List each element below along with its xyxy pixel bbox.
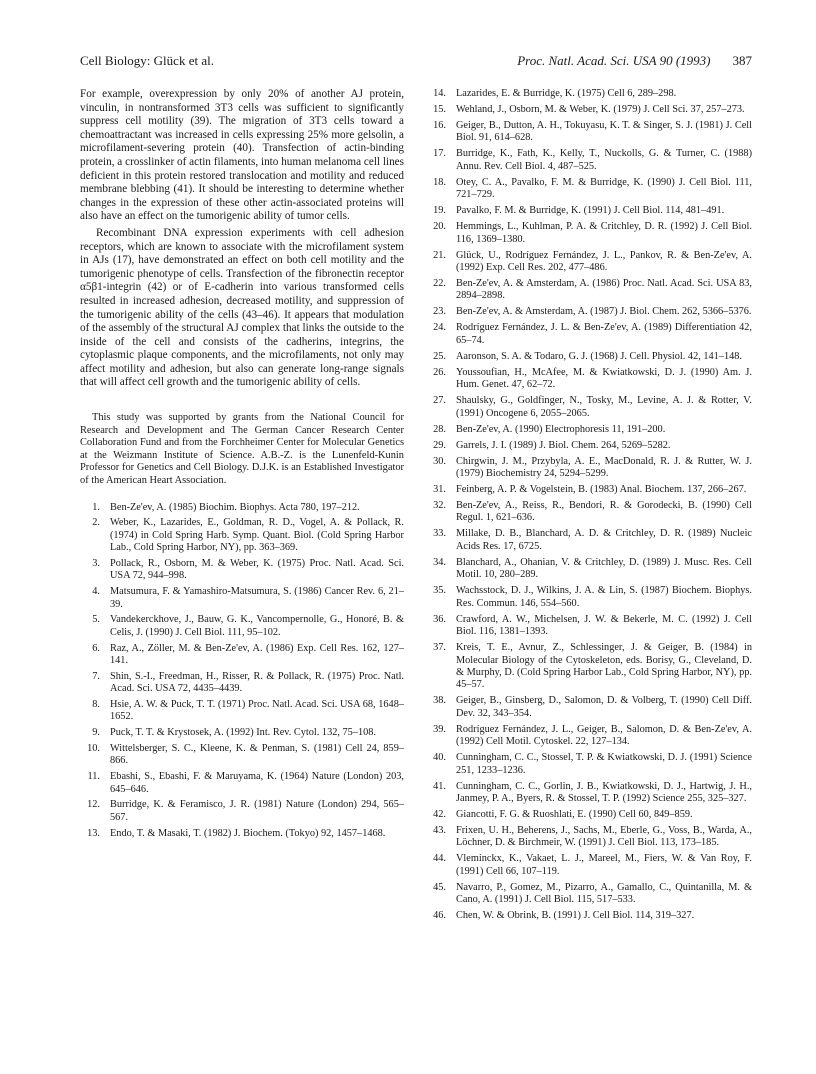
reference-number: 5.	[92, 614, 100, 626]
reference-text: Navarro, P., Gomez, M., Pizarro, A., Gamallo, C., Quintanilla, M. & Cano, A. (1991) J. Cell Biol. 115, 517–533.	[456, 881, 752, 906]
body-paragraph: Recombinant DNA expression experiments with cell adhesion receptors, which are known to associate with the microfilament system in AJs (17), have demonstrated an effect on both cell motility and the tumorigenic phenotype of cells. Transfection of the fibronectin receptor α5β1-integrin (42) or of E-cadherin into various transformed cells resulted in increased adhesion, decreased motility, and suppression of the tumorigenic ability of the cells (43–46). It appears that modulation of the assembly of the structural AJ complex that links the outside to the inside of the cell and consists of the cadherins, integrins, the cytoplasmic plaque components, and the microfilaments, not only may affect motility and adhesion, but also can generate long-range signals that will affect cell growth and the tumorigenic ability of cells.	[80, 226, 404, 389]
reference-text: Otey, C. A., Pavalko, F. M. & Burridge, K. (1990) J. Cell Biol. 111, 721–729.	[456, 176, 752, 201]
reference-number: 30.	[433, 455, 446, 467]
reference-item	[80, 586, 404, 611]
reference-item	[426, 853, 752, 878]
reference-text: Millake, D. B., Blanchard, A. D. & Critchley, D. R. (1989) Nucleic Acids Res. 17, 6725.	[456, 528, 752, 552]
reference-text: Wachsstock, D. J., Wilkins, J. A. & Lin, S. (1987) Biochem. Biophys. Res. Commun. 146, 554–560.	[456, 585, 752, 609]
reference-number: 10.	[87, 743, 100, 755]
reference-number: 40.	[433, 752, 446, 764]
reference-item	[426, 120, 752, 145]
reference-item	[80, 558, 404, 583]
reference-item	[426, 642, 752, 692]
page-number: 387	[732, 53, 752, 68]
reference-text: Lazarides, E. & Burridge, K. (1975) Cell 6, 289–298.	[456, 88, 677, 99]
acknowledgment: This study was supported by grants from the National Council for Research and Development and The German Cancer Research Center Collaboration Fund and from the Forchheimer Center for Molecular Genetics at the Weizmann Institute of Science. A.B.-Z. is the Lunenfeld-Kunin Professor for Genetics and Cell Biology. D.J.K. is an Established Investigator of the American Heart Association.	[80, 412, 404, 487]
reference-number: 42.	[433, 808, 446, 820]
reference-number: 36.	[433, 613, 446, 625]
reference-number: 15.	[433, 104, 446, 115]
reference-item	[80, 517, 404, 554]
running-title: Cell Biology: Glück et al.	[80, 53, 214, 68]
reference-item	[426, 322, 752, 347]
reference-number: 23.	[433, 306, 446, 318]
reference-item	[426, 585, 752, 610]
reference-text: Chirgwin, J. M., Przybyla, A. E., MacDonald, R. J. & Rutter, W. J. (1979) Biochemistry 24, 5294–5299.	[456, 455, 752, 480]
reference-text: Glück, U., Rodríguez Fernández, J. L., Pankov, R. & Ben-Ze'ev, A. (1992) Exp. Cell Res. 202, 477–486.	[456, 249, 752, 274]
reference-text: Cunningham, C. C., Gorlin, J. B., Kwiatkowski, D. J., Hartwig, J. H., Janmey, P. A., Byers, R. & Stossel, T. P. (1992) Science 255, 325–327.	[456, 780, 752, 804]
reference-text: Shin, S.-I., Freedman, H., Risser, R. & Pollack, R. (1975) Proc. Natl. Acad. Sci. USA 72, 4435–4439.	[110, 670, 404, 695]
reference-text: Frixen, U. H., Beherens, J., Sachs, M., Eberle, G., Voss, B., Warda, A., Löchner, D. & Birchmeir, W. (1991) J. Cell Biol. 113, 173–185.	[456, 824, 752, 849]
reference-number: 32.	[433, 500, 446, 512]
reference-item	[80, 771, 404, 796]
reference-item	[426, 250, 752, 275]
reference-text: Ben-Ze'ev, A. (1990) Electrophoresis 11, 191–200.	[456, 423, 666, 435]
reference-number: 11.	[87, 771, 100, 783]
reference-text: Burridge, K. & Feramisco, J. R. (1981) Nature (London) 294, 565–567.	[110, 799, 404, 823]
reference-text: Rodríguez Fernández, J. L. & Ben-Ze'ev, A. (1989) Differentiation 42, 65–74.	[456, 322, 752, 346]
reference-number: 1.	[92, 501, 100, 513]
reference-item	[426, 424, 752, 436]
reference-item	[426, 440, 752, 452]
reference-item	[80, 727, 404, 739]
reference-item	[426, 825, 752, 850]
journal-citation	[517, 53, 752, 69]
reference-number: 22.	[433, 278, 446, 290]
reference-text: Raz, A., Zöller, M. & Ben-Ze'ev, A. (1986) Exp. Cell Res. 162, 127–141.	[110, 642, 404, 667]
reference-text: Kreis, T. E., Avnur, Z., Schlessinger, J. & Geiger, B. (1984) in Molecular Biology of the Cytoskeleton, eds. Borisy, G., Cleveland, D. & Murphy, D. (Cold Spring Harbor Lab., Cold Spring Harbor, NY), pp. 45–57.	[456, 642, 752, 691]
reference-item	[426, 221, 752, 246]
reference-number: 6.	[92, 642, 100, 654]
reference-item	[426, 177, 752, 202]
reference-number: 12.	[87, 799, 100, 811]
reference-item	[426, 88, 752, 100]
reference-text: Burridge, K., Fath, K., Kelly, T., Nuckolls, G. & Turner, C. (1988) Annu. Rev. Cell Biol. 4, 487–525.	[456, 148, 752, 172]
reference-number: 39.	[433, 723, 446, 735]
reference-item	[80, 799, 404, 824]
reference-item	[426, 205, 752, 217]
reference-number: 13.	[87, 827, 100, 839]
reference-text: Rodríguez Fernández, J. L., Geiger, B., Salomon, D. & Ben-Ze'ev, A. (1992) Cell Motil. Cytoskel. 22, 127–134.	[456, 723, 752, 748]
reference-number: 38.	[433, 695, 446, 707]
reference-text: Ben-Ze'ev, A. & Amsterdam, A. (1986) Proc. Natl. Acad. Sci. USA 83, 2894–2898.	[456, 278, 752, 302]
reference-number: 31.	[433, 484, 446, 496]
reference-text: Wittelsberger, S. C., Kleene, K. & Penman, S. (1981) Cell 24, 859–866.	[110, 743, 404, 767]
reference-number: 46.	[433, 910, 446, 922]
reference-text: Endo, T. & Masaki, T. (1982) J. Biochem. (Tokyo) 92, 1457–1468.	[110, 827, 386, 839]
left-column	[80, 88, 404, 843]
reference-number: 43.	[433, 824, 446, 836]
reference-text: Pollack, R., Osborn, M. & Weber, K. (1975) Proc. Natl. Acad. Sci. USA 72, 944–998.	[110, 558, 404, 582]
reference-number: 37.	[433, 642, 446, 654]
reference-number: 3.	[92, 558, 100, 570]
reference-number: 8.	[92, 699, 100, 711]
reference-number: 7.	[92, 670, 100, 682]
reference-number: 17.	[433, 148, 446, 160]
reference-text: Geiger, B., Ginsberg, D., Salomon, D. & Volberg, T. (1990) Cell Diff. Dev. 32, 343–354.	[456, 695, 752, 719]
reference-number: 4.	[92, 586, 100, 598]
reference-number: 33.	[433, 528, 446, 540]
reference-number: 14.	[433, 88, 446, 99]
reference-item	[426, 809, 752, 821]
reference-number: 20.	[433, 221, 446, 233]
reference-text: Puck, T. T. & Krystosek, A. (1992) Int. Rev. Cytol. 132, 75–108.	[110, 727, 376, 739]
reference-item	[426, 724, 752, 749]
reference-text: Youssoufian, H., McAfee, M. & Kwiatkowski, D. J. (1990) Am. J. Hum. Genet. 47, 62–72.	[456, 366, 752, 391]
reference-text: Blanchard, A., Ohanian, V. & Critchley, D. (1989) J. Musc. Res. Cell Motil. 10, 280–289.	[456, 556, 752, 581]
reference-text: Hsie, A. W. & Puck, T. T. (1971) Proc. Natl. Acad. Sci. USA 68, 1648–1652.	[110, 699, 404, 723]
reference-text: Wehland, J., Osborn, M. & Weber, K. (1979) J. Cell Sci. 37, 257–273.	[456, 104, 745, 115]
reference-item	[426, 557, 752, 582]
reference-number: 2.	[92, 517, 100, 529]
reference-text: Feinberg, A. P. & Vogelstein, B. (1983) Anal. Biochem. 137, 266–267.	[456, 484, 747, 496]
reference-text: Cunningham, C. C., Stossel, T. P. & Kwiatkowski, D. J. (1991) Science 251, 1233–1236.	[456, 752, 752, 776]
reference-text: Garrels, J. I. (1989) J. Biol. Chem. 264, 5269–5282.	[456, 439, 671, 451]
reference-text: Matsumura, F. & Yamashiro-Matsumura, S. (1986) Cancer Rev. 6, 21–39.	[110, 586, 404, 610]
reference-item	[426, 456, 752, 481]
reference-text: Chen, W. & Obrink, B. (1991) J. Cell Biol. 114, 319–327.	[456, 910, 695, 922]
reference-text: Pavalko, F. M. & Burridge, K. (1991) J. Cell Biol. 114, 481–491.	[456, 205, 725, 217]
reference-item	[80, 828, 404, 840]
reference-number: 29.	[433, 439, 446, 451]
reference-item	[80, 743, 404, 768]
reference-number: 16.	[433, 120, 446, 131]
reference-number: 44.	[433, 853, 446, 865]
reference-item	[80, 614, 404, 639]
reference-item	[426, 500, 752, 525]
reference-text: Ebashi, S., Ebashi, F. & Maruyama, K. (1964) Nature (London) 203, 645–646.	[110, 771, 404, 795]
reference-number: 45.	[433, 881, 446, 893]
reference-item	[426, 614, 752, 639]
reference-number: 41.	[433, 780, 446, 792]
reference-text: Ben-Ze'ev, A. (1985) Biochim. Biophys. Acta 780, 197–212.	[110, 501, 360, 513]
reference-item	[426, 882, 752, 907]
reference-number: 9.	[92, 727, 100, 739]
reference-item	[80, 643, 404, 668]
reference-text: Weber, K., Lazarides, E., Goldman, R. D., Vogel, A. & Pollack, R. (1974) in Cold Spring Harb. Symp. Quant. Biol. (Cold Spring Harbor Lab., Cold Spring Harbor, NY), pp. 363–369.	[110, 517, 404, 554]
journal-name: Proc. Natl. Acad. Sci. USA 90 (1993)	[517, 53, 711, 68]
reference-list-right	[426, 88, 752, 923]
reference-text: Vleminckx, K., Vakaet, L. J., Mareel, M., Fiers, W. & Van Roy, F. (1991) Cell 66, 107–119.	[456, 853, 752, 877]
reference-list-left	[80, 502, 404, 840]
reference-item	[426, 695, 752, 720]
reference-text: Vandekerckhove, J., Bauw, G. K., Vancompernolle, G., Honoré, B. & Celis, J. (1990) J. Cell Biol. 111, 95–102.	[110, 614, 404, 638]
reference-number: 26.	[433, 366, 446, 378]
right-column	[426, 88, 752, 926]
reference-text: Giancotti, F. G. & Ruoshlati, E. (1990) Cell 60, 849–859.	[456, 808, 693, 820]
reference-item	[426, 104, 752, 116]
reference-number: 21.	[433, 249, 446, 261]
reference-number: 35.	[433, 585, 446, 597]
reference-item	[80, 502, 404, 514]
reference-item	[426, 395, 752, 420]
reference-item	[80, 671, 404, 696]
reference-number: 18.	[433, 176, 446, 188]
reference-item	[426, 752, 752, 777]
reference-text: Crawford, A. W., Michelsen, J. W. & Bekerle, M. C. (1992) J. Cell Biol. 116, 1381–1393.	[456, 613, 752, 638]
reference-item	[426, 910, 752, 922]
reference-item	[426, 148, 752, 173]
reference-item	[426, 484, 752, 496]
reference-number: 25.	[433, 350, 446, 362]
reference-text: Ben-Ze'ev, A. & Amsterdam, A. (1987) J. Biol. Chem. 262, 5366–5376.	[456, 306, 752, 318]
reference-item	[426, 528, 752, 553]
reference-number: 19.	[433, 205, 446, 217]
reference-item	[426, 278, 752, 303]
reference-text: Shaulsky, G., Goldfinger, N., Tosky, M., Levine, A. J. & Rotter, V. (1991) Oncogene 6, 2055–2065.	[456, 395, 752, 419]
reference-item	[426, 367, 752, 392]
reference-item	[80, 699, 404, 724]
reference-number: 34.	[433, 556, 446, 568]
reference-number: 27.	[433, 395, 446, 407]
reference-text: Ben-Ze'ev, A., Reiss, R., Bendori, R. & Gorodecki, B. (1990) Cell Regul. 1, 621–636.	[456, 500, 752, 524]
reference-text: Geiger, B., Dutton, A. H., Tokuyasu, K. T. & Singer, S. J. (1981) J. Cell Biol. 91, 614–628.	[456, 120, 752, 144]
reference-number: 28.	[433, 423, 446, 435]
reference-text: Aaronson, S. A. & Todaro, G. J. (1968) J. Cell. Physiol. 42, 141–148.	[456, 350, 742, 362]
reference-number: 24.	[433, 322, 446, 334]
reference-item	[426, 781, 752, 806]
reference-text: Hemmings, L., Kuhlman, P. A. & Critchley, D. R. (1992) J. Cell Biol. 116, 1369–1380.	[456, 221, 752, 245]
reference-item	[426, 306, 752, 318]
body-paragraph: For example, overexpression by only 20% of another AJ protein, vinculin, in nontransformed 3T3 cells was sufficient to significantly suppress cell motility (39). The migration of 3T3 cells toward a chemoattractant was increased in cells expressing 25% more gelsolin, a microfilament-severing protein (40). Transfection of actin-binding protein, a crosslinker of actin filaments, into human melanoma cell lines deficient in this protein restored translocation and motility and reduced membrane blebbing (41). It should be interesting to determine whether changes in the expression of these other actin-associated proteins will also have an effect on the tumorigenic ability of tumor cells.	[80, 88, 404, 223]
reference-item	[426, 351, 752, 363]
running-header	[80, 53, 752, 73]
